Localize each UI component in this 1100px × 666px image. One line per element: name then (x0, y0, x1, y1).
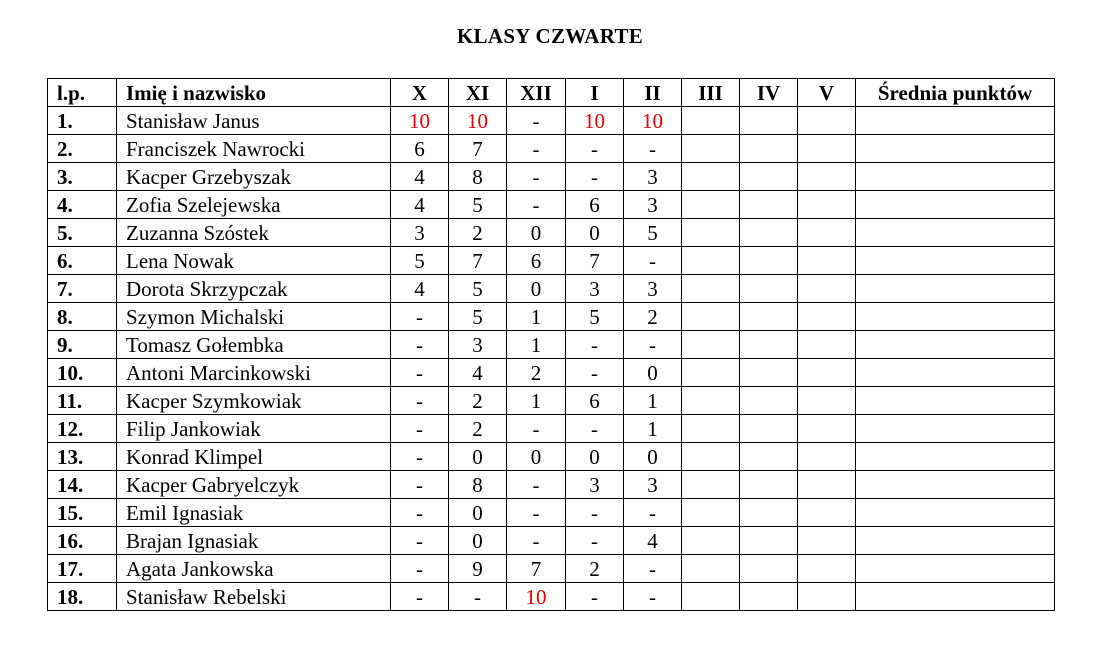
score-cell-xi: 2 (449, 387, 507, 415)
score-cell-ii: 0 (624, 443, 682, 471)
score-cell-ii: 10 (624, 107, 682, 135)
score-cell-x: 10 (391, 107, 449, 135)
score-cell-x: - (391, 471, 449, 499)
score-cell-ii: 3 (624, 471, 682, 499)
score-cell-xi: 8 (449, 163, 507, 191)
row-number-cell: 10. (48, 359, 117, 387)
average-cell (856, 163, 1055, 191)
score-cell-v (798, 359, 856, 387)
score-cell-xii: - (507, 527, 566, 555)
score-cell-x: - (391, 331, 449, 359)
score-cell-i: - (566, 359, 624, 387)
score-cell-ii: 1 (624, 415, 682, 443)
table-row (48, 191, 1055, 219)
column-header-month-i: I (566, 79, 624, 107)
score-cell-i: 5 (566, 303, 624, 331)
score-cell-iv (740, 275, 798, 303)
score-cell-xi: 9 (449, 555, 507, 583)
score-cell-xii: - (507, 107, 566, 135)
score-cell-iv (740, 191, 798, 219)
score-cell-i: - (566, 331, 624, 359)
score-cell-iv (740, 247, 798, 275)
score-cell-x: 3 (391, 219, 449, 247)
table-row (48, 499, 1055, 527)
score-cell-xi: 4 (449, 359, 507, 387)
score-cell-ii: - (624, 331, 682, 359)
score-cell-i: 0 (566, 219, 624, 247)
score-cell-ii: 0 (624, 359, 682, 387)
score-cell-v (798, 107, 856, 135)
score-cell-xi: 8 (449, 471, 507, 499)
column-header-month-iii: III (682, 79, 740, 107)
score-cell-iii (682, 163, 740, 191)
table-row (48, 583, 1055, 611)
student-name-cell: Dorota Skrzypczak (117, 275, 391, 303)
average-cell (856, 583, 1055, 611)
score-cell-v (798, 275, 856, 303)
score-cell-v (798, 443, 856, 471)
table-row (48, 527, 1055, 555)
score-cell-v (798, 191, 856, 219)
student-name-cell: Zofia Szelejewska (117, 191, 391, 219)
score-cell-v (798, 527, 856, 555)
row-number-cell: 18. (48, 583, 117, 611)
table-row (48, 303, 1055, 331)
score-cell-iv (740, 219, 798, 247)
student-name-cell: Brajan Ignasiak (117, 527, 391, 555)
score-cell-iii (682, 555, 740, 583)
student-name-cell: Stanisław Rebelski (117, 583, 391, 611)
table-row (48, 555, 1055, 583)
score-cell-xi: 7 (449, 135, 507, 163)
score-cell-xii: 7 (507, 555, 566, 583)
row-number-cell: 8. (48, 303, 117, 331)
column-header-month-ii: II (624, 79, 682, 107)
row-number-cell: 15. (48, 499, 117, 527)
score-cell-xii: - (507, 415, 566, 443)
column-header-month-iv: IV (740, 79, 798, 107)
score-cell-iii (682, 415, 740, 443)
score-cell-v (798, 163, 856, 191)
score-cell-ii: 2 (624, 303, 682, 331)
table-row (48, 163, 1055, 191)
table-row (48, 359, 1055, 387)
average-cell (856, 247, 1055, 275)
score-cell-iv (740, 135, 798, 163)
score-cell-x: - (391, 527, 449, 555)
row-number-cell: 3. (48, 163, 117, 191)
score-cell-iii (682, 359, 740, 387)
row-number-cell: 6. (48, 247, 117, 275)
average-cell (856, 527, 1055, 555)
score-cell-x: 4 (391, 275, 449, 303)
score-cell-xii: 1 (507, 387, 566, 415)
score-cell-xii: - (507, 471, 566, 499)
score-cell-xi: 7 (449, 247, 507, 275)
score-cell-iii (682, 443, 740, 471)
score-cell-iv (740, 331, 798, 359)
score-cell-ii: 3 (624, 163, 682, 191)
score-cell-ii: - (624, 247, 682, 275)
score-cell-i: - (566, 583, 624, 611)
student-name-cell: Stanisław Janus (117, 107, 391, 135)
score-cell-iii (682, 219, 740, 247)
column-header-name: Imię i nazwisko (117, 79, 391, 107)
score-cell-ii: 5 (624, 219, 682, 247)
score-cell-iii (682, 275, 740, 303)
score-cell-iv (740, 443, 798, 471)
score-cell-iii (682, 387, 740, 415)
score-cell-ii: 3 (624, 191, 682, 219)
score-cell-x: - (391, 387, 449, 415)
score-cell-v (798, 219, 856, 247)
average-cell (856, 471, 1055, 499)
table-row (48, 107, 1055, 135)
score-cell-iv (740, 303, 798, 331)
column-header-average: Średnia punktów (856, 79, 1055, 107)
average-cell (856, 499, 1055, 527)
score-cell-xi: 3 (449, 331, 507, 359)
average-cell (856, 303, 1055, 331)
score-cell-iii (682, 107, 740, 135)
score-cell-v (798, 555, 856, 583)
table-row (48, 247, 1055, 275)
score-cell-i: - (566, 527, 624, 555)
score-cell-iii (682, 303, 740, 331)
table-row (48, 331, 1055, 359)
student-name-cell: Filip Jankowiak (117, 415, 391, 443)
average-cell (856, 107, 1055, 135)
score-cell-xii: 1 (507, 331, 566, 359)
row-number-cell: 13. (48, 443, 117, 471)
score-cell-v (798, 387, 856, 415)
score-cell-ii: - (624, 583, 682, 611)
score-cell-v (798, 331, 856, 359)
score-cell-i: 6 (566, 387, 624, 415)
score-cell-i: - (566, 163, 624, 191)
score-cell-iii (682, 247, 740, 275)
average-cell (856, 555, 1055, 583)
average-cell (856, 275, 1055, 303)
student-name-cell: Szymon Michalski (117, 303, 391, 331)
score-cell-iv (740, 499, 798, 527)
average-cell (856, 443, 1055, 471)
table-row (48, 415, 1055, 443)
scores-table (47, 78, 1055, 611)
row-number-cell: 7. (48, 275, 117, 303)
score-cell-xii: 1 (507, 303, 566, 331)
row-number-cell: 1. (48, 107, 117, 135)
score-cell-i: - (566, 415, 624, 443)
student-name-cell: Antoni Marcinkowski (117, 359, 391, 387)
score-cell-ii: 4 (624, 527, 682, 555)
score-cell-xii: 0 (507, 219, 566, 247)
row-number-cell: 16. (48, 527, 117, 555)
score-cell-ii: - (624, 555, 682, 583)
row-number-cell: 12. (48, 415, 117, 443)
score-cell-iv (740, 387, 798, 415)
score-cell-iv (740, 527, 798, 555)
average-cell (856, 135, 1055, 163)
score-cell-x: - (391, 555, 449, 583)
score-cell-ii: - (624, 135, 682, 163)
score-cell-x: - (391, 415, 449, 443)
row-number-cell: 4. (48, 191, 117, 219)
score-cell-i: 3 (566, 275, 624, 303)
table-row (48, 387, 1055, 415)
table-header-row (48, 79, 1055, 107)
score-cell-iv (740, 583, 798, 611)
score-cell-xii: - (507, 499, 566, 527)
score-cell-ii: - (624, 499, 682, 527)
table-row (48, 443, 1055, 471)
column-header-lp: l.p. (48, 79, 117, 107)
row-number-cell: 5. (48, 219, 117, 247)
score-cell-iv (740, 415, 798, 443)
score-cell-iv (740, 359, 798, 387)
average-cell (856, 415, 1055, 443)
score-cell-x: 5 (391, 247, 449, 275)
score-cell-ii: 1 (624, 387, 682, 415)
row-number-cell: 17. (48, 555, 117, 583)
score-cell-iii (682, 191, 740, 219)
score-cell-xii: 0 (507, 275, 566, 303)
score-cell-ii: 3 (624, 275, 682, 303)
score-cell-i: 2 (566, 555, 624, 583)
score-cell-xi: 0 (449, 443, 507, 471)
score-cell-iii (682, 527, 740, 555)
score-cell-iii (682, 471, 740, 499)
score-cell-v (798, 583, 856, 611)
score-cell-x: - (391, 443, 449, 471)
score-cell-xii: - (507, 163, 566, 191)
score-cell-iii (682, 583, 740, 611)
score-cell-xi: 5 (449, 275, 507, 303)
page-title: KLASY CZWARTE (456, 24, 644, 48)
score-cell-x: - (391, 303, 449, 331)
score-cell-x: - (391, 583, 449, 611)
score-cell-i: 10 (566, 107, 624, 135)
score-cell-i: 7 (566, 247, 624, 275)
student-name-cell: Agata Jankowska (117, 555, 391, 583)
student-name-cell: Tomasz Gołembka (117, 331, 391, 359)
score-cell-xi: 2 (449, 219, 507, 247)
score-cell-v (798, 135, 856, 163)
column-header-month-v: V (798, 79, 856, 107)
score-cell-v (798, 303, 856, 331)
score-cell-iii (682, 331, 740, 359)
score-cell-i: 3 (566, 471, 624, 499)
score-cell-xi: 5 (449, 303, 507, 331)
row-number-cell: 9. (48, 331, 117, 359)
score-cell-x: 4 (391, 191, 449, 219)
row-number-cell: 14. (48, 471, 117, 499)
table-row (48, 471, 1055, 499)
score-cell-xi: 0 (449, 527, 507, 555)
score-cell-xii: - (507, 191, 566, 219)
score-cell-iii (682, 499, 740, 527)
score-cell-xi: 5 (449, 191, 507, 219)
average-cell (856, 191, 1055, 219)
average-cell (856, 331, 1055, 359)
table-row (48, 275, 1055, 303)
score-cell-xii: 6 (507, 247, 566, 275)
student-name-cell: Kacper Szymkowiak (117, 387, 391, 415)
column-header-month-x: X (391, 79, 449, 107)
student-name-cell: Franciszek Nawrocki (117, 135, 391, 163)
score-cell-xii: 2 (507, 359, 566, 387)
average-cell (856, 387, 1055, 415)
score-cell-xi: 2 (449, 415, 507, 443)
score-cell-iv (740, 555, 798, 583)
score-cell-i: - (566, 135, 624, 163)
score-cell-xii: 0 (507, 443, 566, 471)
score-cell-xi: 0 (449, 499, 507, 527)
score-cell-x: 6 (391, 135, 449, 163)
score-cell-x: - (391, 499, 449, 527)
score-cell-iv (740, 107, 798, 135)
table-row (48, 219, 1055, 247)
student-name-cell: Konrad Klimpel (117, 443, 391, 471)
column-header-month-xi: XI (449, 79, 507, 107)
student-name-cell: Emil Ignasiak (117, 499, 391, 527)
score-cell-xi: - (449, 583, 507, 611)
table-row (48, 135, 1055, 163)
score-cell-xii: 10 (507, 583, 566, 611)
score-cell-i: - (566, 499, 624, 527)
row-number-cell: 11. (48, 387, 117, 415)
score-cell-v (798, 471, 856, 499)
row-number-cell: 2. (48, 135, 117, 163)
table-body (48, 107, 1055, 611)
score-cell-v (798, 415, 856, 443)
student-name-cell: Kacper Grzebyszak (117, 163, 391, 191)
score-cell-x: 4 (391, 163, 449, 191)
score-cell-iii (682, 135, 740, 163)
score-cell-i: 6 (566, 191, 624, 219)
score-cell-v (798, 499, 856, 527)
student-name-cell: Lena Nowak (117, 247, 391, 275)
score-cell-iv (740, 163, 798, 191)
score-cell-iv (740, 471, 798, 499)
score-cell-x: - (391, 359, 449, 387)
score-cell-xii: - (507, 135, 566, 163)
column-header-month-xii: XII (507, 79, 566, 107)
student-name-cell: Kacper Gabryelczyk (117, 471, 391, 499)
student-name-cell: Zuzanna Szóstek (117, 219, 391, 247)
score-cell-i: 0 (566, 443, 624, 471)
average-cell (856, 359, 1055, 387)
average-cell (856, 219, 1055, 247)
score-cell-xi: 10 (449, 107, 507, 135)
score-cell-v (798, 247, 856, 275)
